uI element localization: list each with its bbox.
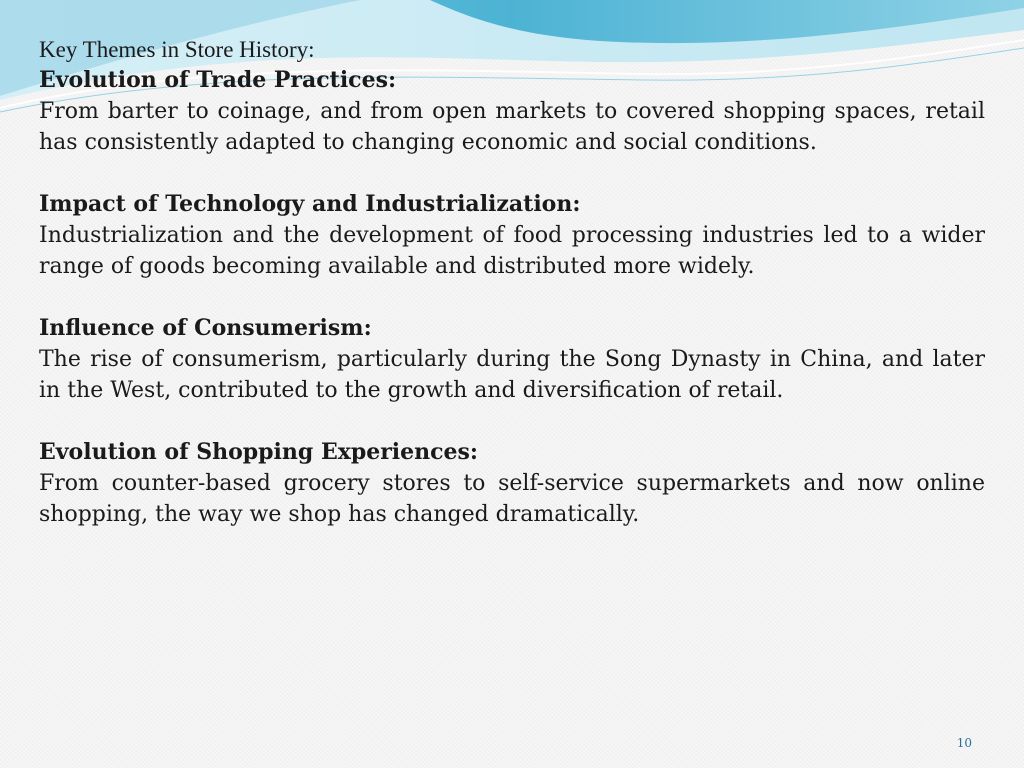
- slide-kicker: Key Themes in Store History:: [39, 37, 315, 62]
- section-shopping-experiences: [39, 437, 985, 530]
- section-trade-practices: [39, 65, 985, 158]
- section-title: Impact of Technology and Industrialization:: [39, 191, 581, 217]
- section-body: The rise of consumerism, particularly during the Song Dynasty in China, and later in the West, contributed to the growth and diversification of retail.: [39, 347, 985, 403]
- section-body: From counter-based grocery stores to self-service supermarkets and now online shopping, the way we shop has changed dramatically.: [39, 471, 985, 527]
- section-body: Industrialization and the development of food processing industries led to a wider range of goods becoming available and distributed more widely.: [39, 223, 985, 279]
- slide-content: [39, 34, 985, 561]
- section-technology-industrialization: [39, 189, 985, 282]
- section-body: From barter to coinage, and from open markets to covered shopping spaces, retail has consistently adapted to changing economic and social conditions.: [39, 99, 985, 155]
- page-number: 10: [956, 736, 972, 750]
- section-title: Evolution of Shopping Experiences:: [39, 439, 479, 465]
- section-title: Evolution of Trade Practices:: [39, 67, 397, 93]
- section-consumerism: [39, 313, 985, 406]
- section-title: Influence of Consumerism:: [39, 315, 372, 341]
